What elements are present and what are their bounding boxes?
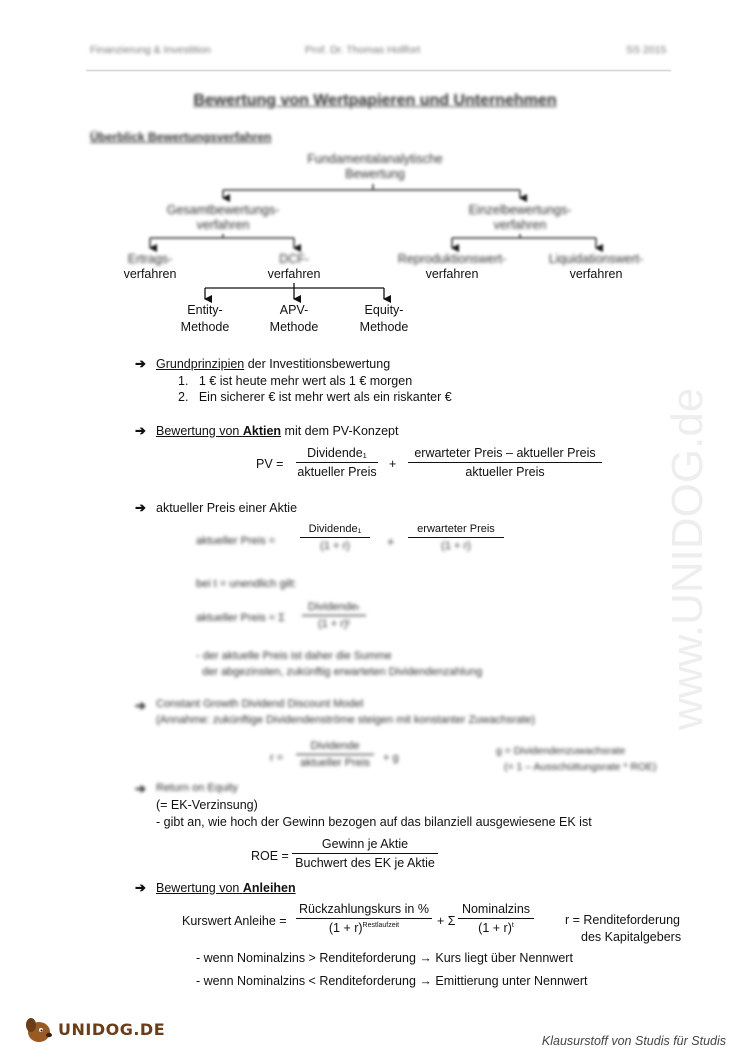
tree-node-liquid: Liquidationswert- verfahren	[548, 252, 644, 281]
svg-text:www.UNIDOG.de: www.UNIDOG.de	[663, 387, 712, 730]
akt-preis-note-1: - der aktuelle Preis ist daher die Summe	[196, 650, 392, 662]
tree-node-repro: Reproduktionswert- verfahren	[397, 252, 507, 281]
kurswert-fraction-1: Rückzahlungskurs in % $(1 + r)^{Restlaufzeit}$	[296, 902, 432, 935]
anleihen-bullet-1: - wenn Nominalzins > Renditeforderung → Kurs liegt über Nennwert	[196, 951, 573, 965]
anleihen-bullet-2: - wenn Nominalzins < Renditeforderung → Emittierung unter Nennwert	[196, 974, 588, 988]
roe-fraction: Gewinn je Aktie Buchwert des EK je Aktie	[292, 837, 438, 870]
kurswert-lhs: Kurswert Anleihe =	[182, 914, 287, 928]
bullet-arrow-icon: ➔	[135, 880, 146, 895]
footer-brand: UNIDOG.DE	[58, 1020, 166, 1039]
pv-plus: +	[389, 457, 397, 471]
roe-heading: Return on Equity	[156, 782, 238, 794]
header-professor: Prof. Dr. Thomas Hollfort	[305, 44, 421, 56]
cgddm-lhs: r =	[270, 752, 284, 764]
pv-label: PV =	[256, 457, 284, 471]
footer-tagline: Klausurstoff von Studis für Studis	[541, 1034, 726, 1048]
roe-lhs: ROE =	[251, 849, 289, 863]
page-title: Bewertung von Wertpapieren und Unternehmen	[193, 92, 557, 109]
kurswert-r-definition-2: des Kapitalgebers	[581, 930, 682, 944]
tree-node-einzel: Einzelbewertungs- verfahren	[468, 203, 572, 232]
kurswert-r-definition: r = Renditeforderung	[565, 913, 681, 927]
grundprinzipien-item: 2. Ein sicherer € ist mehr wert als ein riskanter €	[178, 390, 452, 404]
header-course: Finanzierung & Investition	[90, 44, 211, 56]
tree-node-fundamental: Fundamentalanalytische Bewertung	[307, 152, 443, 181]
pv-fraction-price: erwarteter Preis – aktueller Preis aktueller Preis	[408, 446, 602, 479]
akt-preis-fraction-2: erwarteter Preis (1 + r)	[408, 523, 504, 552]
tree-node-gesamt: Gesamtbewertungs- verfahren	[166, 203, 280, 232]
cgddm-g-definition: g = Dividendenzuwachsrate	[496, 745, 626, 757]
akt-preis-heading: aktueller Preis einer Aktie	[156, 501, 298, 515]
kurswert-plus-sum: + Σ	[437, 914, 456, 928]
tree-node-equity: Equity- Methode	[359, 303, 409, 334]
grundprinzipien-heading: Grundprinzipien der Investitionsbewertung	[156, 357, 391, 371]
cgddm-plus-g: + g	[383, 752, 399, 764]
akt-preis-note-2: der abgezinsten, zukünftig erwarteten Dividendenzahlung	[196, 666, 483, 678]
kurswert-fraction-2: Nominalzins $(1 + r)^t$	[458, 902, 534, 935]
header-term: SS 2015	[626, 44, 667, 56]
bullet-arrow-icon: ➔	[135, 356, 146, 371]
anleihen-heading: Bewertung von Anleihen	[156, 881, 296, 895]
watermark	[660, 290, 720, 730]
aktien-heading: Bewertung von Aktien mit dem PV-Konzept	[156, 424, 399, 438]
cgddm-heading: Constant Growth Dividend Discount Model	[156, 698, 364, 710]
akt-preis-lhs: aktueller Preis =	[196, 535, 276, 547]
roe-line-2: - gibt an, wie hoch der Gewinn bezogen auf das bilanziell ausgewiesene EK ist	[156, 815, 592, 829]
grundprinzipien-item: 1. 1 € ist heute mehr wert als 1 € morgen	[178, 374, 413, 388]
akt-preis-sum-lhs: aktueller Preis = Σ	[196, 612, 286, 624]
bullet-arrow-icon: ➔	[135, 423, 146, 438]
cgddm-g-formula: (= 1 – Ausschüttungsrate * ROE)	[504, 761, 657, 773]
akt-preis-fraction-1: Dividende₁ (1 + r)	[300, 523, 370, 552]
akt-preis-infinity-note: bei t = unendlich gilt:	[196, 578, 297, 590]
overview-heading: Überblick Bewertungsverfahren	[90, 130, 272, 144]
bullet-arrow-icon: ➔	[135, 500, 146, 515]
bullet-arrow-icon: ➔	[135, 698, 146, 713]
tree-node-ertrag: Ertrags- verfahren	[123, 252, 177, 281]
tree-node-dcf: DCF- verfahren	[267, 252, 321, 281]
cgddm-fraction: Dividende aktueller Preis	[296, 740, 374, 769]
akt-preis-fraction-sum: Dividendeₜ (1 + r)ᵗ	[302, 600, 366, 630]
tree-node-apv: APV- Methode	[269, 303, 319, 334]
dog-logo-icon	[22, 1012, 56, 1046]
pv-fraction-dividend: Dividende₁ aktueller Preis	[297, 446, 377, 479]
akt-preis-plus: +	[387, 535, 395, 549]
tree-node-entity: Entity- Methode	[180, 303, 230, 334]
bullet-arrow-icon: ➔	[135, 781, 146, 796]
roe-line-1: (= EK-Verzinsung)	[156, 798, 258, 812]
cgddm-assumption: (Annahme: zukünftige Dividendenströme steigen mit konstanter Zuwachsrate)	[156, 714, 536, 726]
